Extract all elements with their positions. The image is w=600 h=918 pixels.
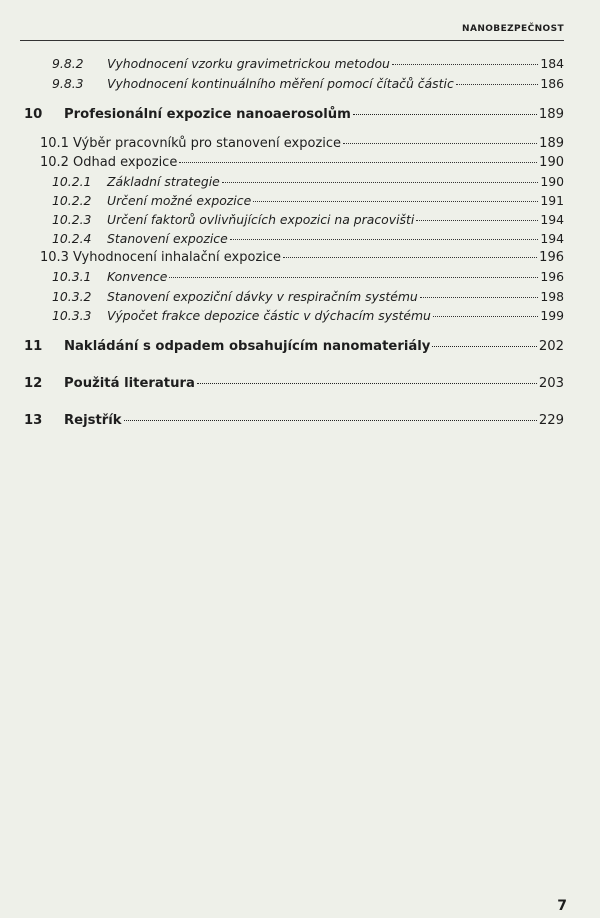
- toc-entry-number: 10.2: [40, 155, 69, 170]
- toc-entry-number: 10.2.3: [52, 212, 92, 227]
- toc-entry-title: Určení faktorů ovlivňujících expozici na pracovišti: [107, 212, 415, 227]
- toc-entry-page: 190: [539, 155, 564, 170]
- dot-leader: [283, 257, 537, 258]
- toc-entry-number: 9.8.3: [52, 76, 84, 91]
- dot-leader: [343, 143, 537, 144]
- dot-leader: [222, 182, 539, 183]
- toc-section: [24, 250, 564, 265]
- toc-entry-page: 199: [540, 308, 564, 323]
- toc-entry-page: 191: [540, 193, 564, 208]
- toc-entry-page: 202: [538, 339, 564, 354]
- toc-entry-page: 190: [540, 174, 564, 189]
- toc-entry-title: Vyhodnocení vzorku gravimetrickou metodou: [107, 56, 390, 71]
- toc-entry-title: Základní strategie: [107, 174, 220, 189]
- toc-entry-page: 194: [540, 212, 564, 227]
- toc-entry-page: 186: [540, 76, 564, 91]
- toc-entry: [24, 308, 564, 323]
- dot-leader: [456, 84, 539, 85]
- dot-leader: [197, 383, 537, 384]
- dot-leader: [179, 162, 537, 163]
- toc-entry-title: Nakládání s odpadem obsahujícím nanomateriály: [64, 339, 431, 354]
- dot-leader: [353, 114, 537, 115]
- toc-entry-page: 189: [538, 107, 564, 122]
- toc-chapter: [24, 107, 564, 122]
- toc-entry-title: Stanovení expoziční dávky v respiračním systému: [107, 289, 418, 304]
- toc-entry-page: 194: [540, 231, 564, 246]
- toc-entry-number: 9.8.2: [52, 56, 84, 71]
- toc-entry-title: Rejstřík: [64, 413, 122, 428]
- toc-entry-page: 196: [539, 250, 564, 265]
- toc-entry: [24, 56, 564, 71]
- dot-leader: [432, 346, 536, 347]
- toc-chapter: [24, 376, 564, 391]
- toc-entry-title: Vyhodnocení inhalační expozice: [73, 250, 282, 265]
- toc-entry-title: Vyhodnocení kontinuálního měření pomocí čítačů částic: [107, 76, 454, 91]
- toc-entry: [24, 231, 564, 246]
- toc-entry: [24, 76, 564, 91]
- toc-entry-number: 10: [24, 107, 43, 122]
- page-number: 7: [557, 898, 567, 914]
- toc-entry-page: 184: [540, 56, 564, 71]
- toc-entry-title: Stanovení expozice: [107, 231, 228, 246]
- toc-section: [24, 155, 564, 170]
- toc-entry-title: Profesionální expozice nanoaerosolům: [64, 107, 351, 122]
- toc-entry: [24, 174, 564, 189]
- toc-entry: [24, 193, 564, 208]
- toc-entry-title: Výpočet frakce depozice částic v dýchacím systému: [107, 308, 431, 323]
- toc-entry-number: 10.2.2: [52, 193, 92, 208]
- toc-entry-title: Použitá literatura: [64, 376, 195, 391]
- dot-leader: [230, 239, 539, 240]
- dot-leader: [169, 277, 538, 278]
- toc-entry-number: 10.3.1: [52, 269, 92, 284]
- toc-entry-number: 10.2.1: [52, 174, 92, 189]
- dot-leader: [392, 64, 538, 65]
- toc-entry-number: 10.1: [40, 136, 69, 151]
- toc-entry-page: 189: [539, 136, 564, 151]
- dot-leader: [253, 201, 538, 202]
- toc-entry-title: Výběr pracovníků pro stanovení expozice: [73, 136, 342, 151]
- toc-entry-number: 10.3.3: [52, 308, 92, 323]
- toc-entry-number: 13: [24, 413, 43, 428]
- toc-entry: [24, 269, 564, 284]
- toc-entry-title: Odhad expozice: [73, 155, 178, 170]
- toc-entry-page: 196: [540, 269, 564, 284]
- toc-entry-page: 229: [538, 413, 564, 428]
- toc-entry-title: Konvence: [107, 269, 168, 284]
- dot-leader: [416, 220, 538, 221]
- toc-entry: [24, 212, 564, 227]
- running-header: NANOBEZPEČNOST: [462, 24, 564, 34]
- toc-section: [24, 136, 564, 151]
- toc-entry-number: 11: [24, 339, 43, 354]
- toc-entry: [24, 289, 564, 304]
- dot-leader: [124, 420, 537, 421]
- dot-leader: [420, 297, 539, 298]
- toc-entry-number: 12: [24, 376, 43, 391]
- toc-entry-number: 10.3.2: [52, 289, 92, 304]
- header-rule: [20, 40, 564, 41]
- toc-entry-page: 198: [540, 289, 564, 304]
- toc-entry-number: 10.3: [40, 250, 69, 265]
- toc-chapter: [24, 413, 564, 428]
- toc-entry-title: Určení možné expozice: [107, 193, 252, 208]
- toc-entry-page: 203: [538, 376, 564, 391]
- dot-leader: [433, 316, 538, 317]
- toc-chapter: [24, 339, 564, 354]
- toc-entry-number: 10.2.4: [52, 231, 92, 246]
